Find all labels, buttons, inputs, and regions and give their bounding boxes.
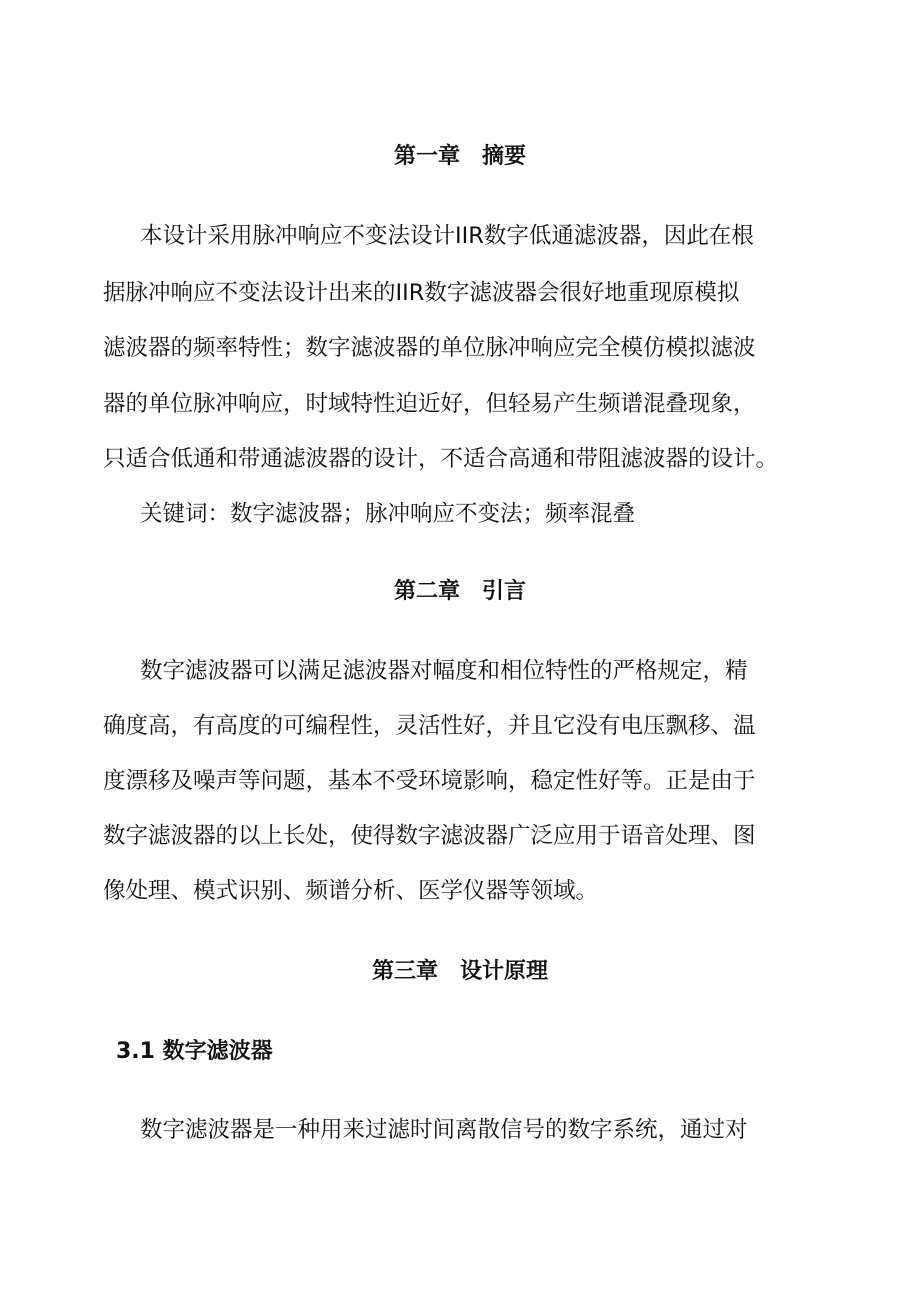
ch1-paragraph-line-1: 本设计采用脉冲响应不变法设计IIR数字低通滤波器，因此在根 [140,223,754,249]
ch2-paragraph-line-4: 数字滤波器的以上长处，使得数字滤波器广泛应用于语音处理、图 [103,823,756,849]
chapter-3-title: 第三章 设计原理 [371,959,548,984]
ch2-paragraph-line-2: 确度高，有高度的可编程性，灵活性好，并且它没有电压飘移、温 [103,713,756,739]
ch1-paragraph-line-5: 只适合低通和带通滤波器的设计，不适合高通和带阻滤波器的设计。 [103,446,779,472]
ch2-paragraph-line-5: 像处理、模式识别、频谱分析、医学仪器等领域。 [103,878,599,904]
ch2-paragraph-line-3: 度漂移及噪声等问题，基本不受环境影响，稳定性好等。正是由于 [103,768,756,794]
keywords-line: 关键词：数字滤波器；脉冲响应不变法；频率混叠 [140,501,636,527]
ch1-paragraph-line-2: 据脉冲响应不变法设计出来的IIR数字滤波器会很好地重现原模拟 [103,280,740,306]
ch1-paragraph-line-3: 滤波器的频率特性；数字滤波器的单位脉冲响应完全模仿模拟滤波 [103,335,756,361]
ch3-paragraph-line-1: 数字滤波器是一种用来过滤时间离散信号的数字系统，通过对 [140,1117,748,1143]
section-3-1-title: 3.1 数字滤波器 [116,1039,273,1064]
chapter-2-title: 第二章 引言 [393,579,526,604]
chapter-1-title: 第一章 摘要 [393,144,526,169]
ch1-paragraph-line-4: 器的单位脉冲响应，时域特性迫近好，但轻易产生频谱混叠现象， [103,391,756,417]
ch2-paragraph-line-1: 数字滤波器可以满足滤波器对幅度和相位特性的严格规定，精 [140,658,748,684]
